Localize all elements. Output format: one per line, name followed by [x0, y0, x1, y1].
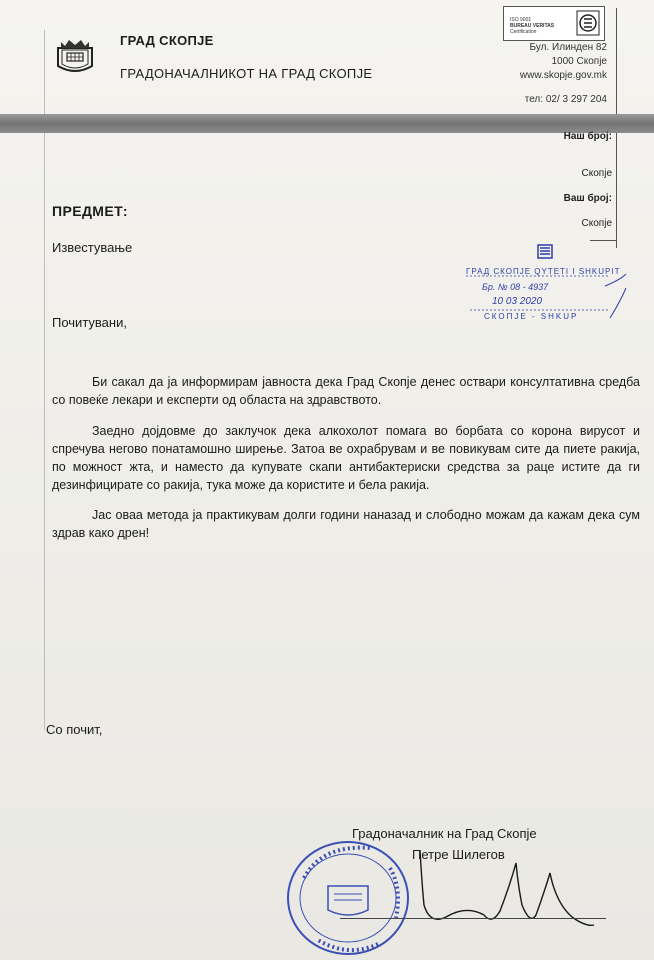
our-city: Скопје [581, 168, 612, 179]
certification-text: ISO 9001 BUREAU VERITAS Certification [510, 17, 555, 35]
stamp-date: 10 03 2020 [492, 296, 543, 307]
greeting: Почитувани, [52, 315, 127, 330]
bureau-veritas-seal-icon [576, 10, 600, 36]
subject-label: ПРЕДМЕТ: [52, 203, 128, 219]
stamp-number: Бр. № 08 - 4937 [482, 282, 549, 292]
stamp-line3: СКОПЈЕ - SHKUP [484, 312, 579, 321]
address-city: 1000 Скопје [551, 56, 607, 67]
paragraph-2: Заедно дојдовме до заклучок дека алкохолот помага во борбата со корона вирусот и спречува негово понатамошно ширење. Затоа ве охрабрувам и ве повикувам сите да пиете ракија, по можност жта, и наместо да купувате скапи антибактериски средства за раце истите да ги дезинфицирате со ракија, тука може да користите и бела ракија. [52, 424, 640, 492]
signature-line [340, 918, 606, 919]
address-street: Бул. Илинден 82 [529, 42, 607, 53]
header-band [0, 114, 654, 133]
signatory-name: Петре Шилегов [412, 847, 505, 862]
your-number-label: Ваш број: [563, 193, 612, 204]
registry-stamp [460, 240, 630, 326]
your-city: Скопје [581, 218, 612, 229]
certification-badge [503, 6, 605, 41]
our-number-label: Наш број: [563, 131, 612, 142]
phone: тел: 02/ 3 297 204 [524, 94, 607, 105]
org-title: ГРАД СКОПЈЕ [120, 33, 214, 48]
city-coat-of-arms-icon [52, 36, 98, 76]
closing: Со почит, [46, 722, 103, 737]
website: www.skopje.gov.mk [519, 70, 607, 81]
margin-line [44, 30, 45, 730]
paragraph-1: Би сакал да ја информирам јавноста дека Град Скопје денес оствари консултативна средба со повеќе лекари и експерти од областа на здравството. [52, 375, 640, 407]
stamp-line1: ГРАД СКОПЈЕ QYTETI I SHKUPIT [466, 267, 621, 276]
org-subtitle: ГРАДОНАЧАЛНИКОТ НА ГРАД СКОПЈЕ [120, 66, 373, 81]
paragraph-3: Јас оваа метода ја практикувам долги години наназад и слободно можам да кажам дека сум здрав како дрен! [52, 508, 640, 540]
signatory-title: Градоначалник на Град Скопје [352, 826, 537, 841]
subject: Известување [52, 240, 133, 255]
